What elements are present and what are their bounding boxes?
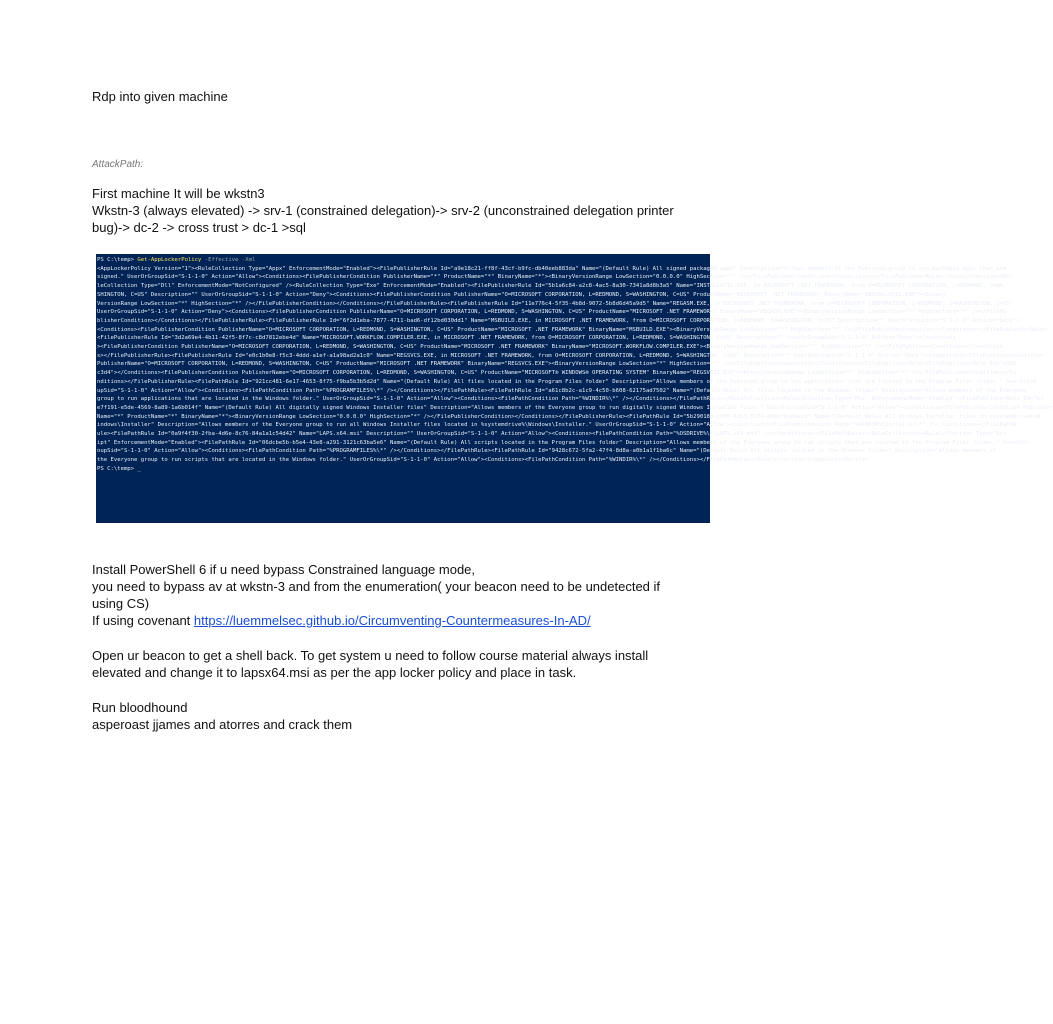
terminal-output-line: e7f191-e5de-4569-8a89-1a6b014f" Name="(Default Rule) All digitally signed Windows Installer files" Description="Allows members of the Everyone group to run digitally signed Windows Installer files." UserOrGroupSid="S-1-1-0" Action="Allow"><Conditions><FilePublisherCondition Publisher	[97, 404, 1053, 411]
terminal-output-line: <FilePublisherRule Id="3d2a69e4-4b11-42f5-8f7c-c8d7812ebe4d" Name="MICROSOFT.WORKFLOW.COMPILER.EXE, in MICROSOFT .NET FRAMEWORK, from O=MICROSOFT CORPORATION, L=REDMOND, S=WASHINGTON, C=US" Description="" UserOrGroupSid="S-1-1-0" Action="Deny"><Conditions	[97, 335, 956, 342]
terminal-output-line: signed." UserOrGroupSid="S-1-1-0" Action="Allow"><Conditions><FilePublisherCondition PublisherName="*" ProductName="*" BinaryName="*"><BinaryVersionRange LowSection="0.0.0.0" HighSection="*" /></FilePublisherCondition></Conditions></FilePublisherRule></RuleCollection><Rul	[97, 274, 1014, 281]
terminal-end-prompt: PS C:\temp> _	[97, 465, 141, 472]
covenant-link[interactable]: https://luemmelsec.github.io/Circumventing-Countermeasures-In-AD/	[193, 613, 591, 628]
terminal-output-line: ule><FilePathRule Id="0a9f4f30-2fba-4d6e-8c76-84a1a1c54d42" Name="LAPS.x64.msi" Description="" UserOrGroupSid="S-1-1-0" Action="Allow"><Conditions><FilePathCondition Path="%OSDRIVE%\*\LAPS.x64.msi" /></Conditions></FilePathRule></RuleCollection><RuleCollection Type="Scr	[97, 431, 1007, 438]
terminal-output-line: upSid="S-1-1-0" Action="Allow"><Conditions><FilePathCondition Path="%PROGRAMFILES%\*" /></Conditions></FilePathRule><FilePathRule Id="a61c8b2c-a1c9-4c50-b608-62175ad7502" Name="(Default Rule) All files located in the Windows folder" Description="Allows members of the Everyone	[97, 387, 1027, 394]
rdp-line: Rdp into given machine	[92, 89, 228, 104]
run-bloodhound-line: Run bloodhound	[92, 700, 188, 715]
terminal-output-line: ><FilePublisherCondition PublisherName="O=MICROSOFT CORPORATION, L=REDMOND, S=WASHINGTON, C=US" ProductName="MICROSOFT .NET FRAMEWORK" BinaryName="MICROSOFT.WORKFLOW.COMPILER.EXE"><BinaryVersionRange LowSection="*" HighSection="*" /></FilePublisherCondition></Condition	[97, 344, 1003, 351]
terminal-output-line: SHINGTON, C=US" Description="" UserOrGroupSid="S-1-1-0" Action="Deny"><Conditions><FilePublisherCondition PublisherName="O=MICROSOFT CORPORATION, L=REDMOND, S=WASHINGTON, C=US" ProductName="MICROSOFT .NET FRAMEWORK" BinaryName="INSTALLUTIL.EXE"><Binary	[97, 291, 946, 298]
terminal-output-line: oupSid="S-1-1-0" Action="Allow"><Conditions><FilePathCondition Path="%PROGRAMFILES%\*" /></Conditions></FilePathRule><FilePathRule Id="9428c672-5fa2-47f4-8d8a-a0b1a1f1ba6c" Name="(Default Rule) All scripts located in the Windows folder" Description="Allows members of	[97, 448, 997, 455]
terminal-prompt: PS C:\temp>	[97, 257, 135, 263]
terminal-prompt-line	[97, 256, 709, 265]
terminal-output-line: PublisherName="O=MICROSOFT CORPORATION, L=REDMOND, S=WASHINGTON, C=US" ProductName="MICROSOFT .NET FRAMEWORK" BinaryName="REGSVCS.EXE"><BinaryVersionRange LowSection="*" HighSection="*" /></FilePublisherCondition></Conditions></FilePublisherRule><FilePublisherRule Id="a1b2	[97, 361, 1017, 368]
terminal-command: Get-AppLockerPolicy	[137, 257, 202, 263]
terminal-output-line: group to run applications that are located in the Windows folder." UserOrGroupSid="S-1-1-0" Action="Allow"><Conditions><FilePathCondition Path="%WINDIR%\*" /></Conditions></FilePathRule></RuleCollection><RuleCollection Type="Msi" EnforcementMode="Enabled"><FilePublisherRule Id="b7	[97, 396, 1044, 403]
terminal-output-line: Name="*" ProductName="*" BinaryName="*"><BinaryVersionRange LowSection="0.0.0.0" HighSection="*" /></FilePublisherCondition></Conditions></FilePublisherRule><FilePathRule Id="5b290188-c996-4d53-8184-4b9df6ad9e2d" Name="(Default Rule) All Windows Installer files in %systemdrive%\W	[97, 413, 1040, 420]
terminal-output-line: <Conditions><FilePublisherCondition PublisherName="O=MICROSOFT CORPORATION, L=REDMOND, S=WASHINGTON, C=US" ProductName="MICROSOFT .NET FRAMEWORK" BinaryName="MSBUILD.EXE"><BinaryVersionRange LowSection="*" HighSection="*" /></FilePublisherCondition></Conditions></FilePublisherRule>	[97, 326, 1047, 333]
terminal-output-line: nditions></FilePublisherRule><FilePathRule Id="921cc481-6e17-4653-8f75-f9ba5b3b5d2d" Name="(Default Rule) All files located in the Program Files folder" Description="Allows members of the Everyone group to run applications that are located in the Program Files folder." UserOrGro	[97, 378, 1037, 385]
covenant-line	[92, 612, 591, 629]
terminal-output-line: UserOrGroupSid="S-1-1-0" Action="Deny"><Conditions><FilePublisherCondition PublisherName="O=MICROSOFT CORPORATION, L=REDMOND, S=WASHINGTON, C=US" ProductName="MICROSOFT .NET FRAMEWORK" BinaryName="REGASM.EXE"><BinaryVersionRange LowSection="*" HighSection="*" /></FilePu	[97, 309, 1007, 316]
covenant-prefix: If using covenant	[92, 613, 194, 628]
terminal-command-arg: -Effective -Xml	[204, 257, 256, 263]
first-machine-line: First machine It will be wkstn3	[92, 186, 265, 201]
terminal-output-line: blisherCondition></Conditions></FilePublisherRule><FilePublisherRule Id="6f2d1eba-7877-4711-bad6-df12bd030dd1" Name="MSBUILD.EXE, in MICROSOFT .NET FRAMEWORK, from O=MICROSOFT CORPORATION, L=REDMOND, S=WASHINGTON, C=US" Description="" UserOrGroupSid="S-1-1-0" Action="Deny">	[97, 317, 1020, 324]
attackpath-label: AttackPath:	[92, 159, 144, 170]
terminal-output-line: VersionRange LowSection="*" HighSection="*" /></FilePublisherCondition></Conditions></FilePublisherRule><FilePublisherRule Id="11e776c4-5f35-4b8d-9072-5b8d6d45a9d5" Name="REGASM.EXE, in MICROSOFT .NET FRAMEWORK, from O=MICROSOFT CORPORATION, L=REDMOND, S=WASHINGTON, C=US"	[97, 300, 1014, 307]
terminal-output-line: s></FilePublisherRule><FilePublisherRule Id="e0c1b0e8-f5c3-4ddd-a1ef-a1a98ad2a1c0" Name="REGSVCS.EXE, in MICROSOFT .NET FRAMEWORK, from O=MICROSOFT CORPORATION, L=REDMOND, S=WASHINGTON, C=US" Description="" UserOrGroupSid="S-1-1-0" Action="Deny"><Conditions><FilePublisherCondition	[97, 352, 1044, 359]
powershell-screenshot	[96, 254, 1053, 523]
terminal-output-line: c3d4"></Conditions><FilePublisherCondition PublisherName="O=MICROSOFT CORPORATION, L=REDMOND, S=WASHINGTON, C=US" ProductName="MICROSOFT® WINDOWS® OPERATING SYSTEM" BinaryName="REGSVR32.EXE"><BinaryVersionRange LowSection="*" HighSection="*" /></FilePublisherCondition></Co	[97, 370, 1017, 377]
open-beacon-line: Open ur beacon to get a shell back. To get system u need to follow course material always install elevated and change it to lapsx64.msi as per the app locker policy and place in task.	[92, 648, 649, 680]
attack-chain-line: Wkstn-3 (always elevated) -> srv-1 (constrained delegation)-> srv-2 (unconstrained delegation printer bug)-> dc-2 -> cross trust > dc-1 >sql	[92, 203, 674, 235]
terminal-output-line: leCollection Type="Dll" EnforcementMode="NotConfigured" /><RuleCollection Type="Exe" EnforcementMode="Enabled"><FilePublisherRule Id="5b1a6c84-a2c8-4ac5-8a30-7341a8d8b3a5" Name="INSTALLUTIL.EXE, in MICROSOFT .NET FRAMEWORK, from O=MICROSOFT CORPORATION, L=REDMOND, S=WA	[97, 283, 1003, 290]
terminal-output-line: indows\Installer" Description="Allows members of the Everyone group to run all Windows Installer files located in %systemdrive%\Windows\Installer." UserOrGroupSid="S-1-1-0" Action="Allow"><Conditions><FilePathCondition Path="%WINDIR%\Installer\*" /></Conditions></FilePathR	[97, 422, 1017, 429]
terminal-output-line: ipt" EnforcementMode="Enabled"><FilePathRule Id="06dcbe5b-b5e4-43e8-a291-3121c63ba5e6" Name="(Default Rule) All scripts located in the Program Files folder" Description="Allows members of the Everyone group to run scripts that are located in the Program Files folder." UserOrGr	[97, 439, 1030, 446]
terminal-output-line: <AppLockerPolicy Version="1"><RuleCollection Type="Appx" EnforcementMode="Enabled"><FilePublisherRule Id="a9e18c21-ff8f-43cf-b9fc-db40eeb883da" Name="(Default Rule) All signed packaged apps" Description="Allows members of the Everyone group to run packaged apps that are	[97, 265, 1007, 272]
terminal-output-line: the Everyone group to run scripts that are located in the Windows folder." UserOrGroupSid="S-1-1-0" Action="Allow"><Conditions><FilePathCondition Path="%WINDIR%\*" /></Conditions></FilePathRule></RuleCollection></AppLockerPolicy>	[97, 457, 869, 464]
asperoast-line: asperoast jjames and atorres and crack them	[92, 717, 353, 732]
install-powershell-line: Install PowerShell 6 if u need bypass Constrained language mode,	[92, 562, 476, 577]
bypass-av-line: you need to bypass av at wkstn-3 and from the enumeration( your beacon need to be undetected if using CS)	[92, 579, 661, 611]
